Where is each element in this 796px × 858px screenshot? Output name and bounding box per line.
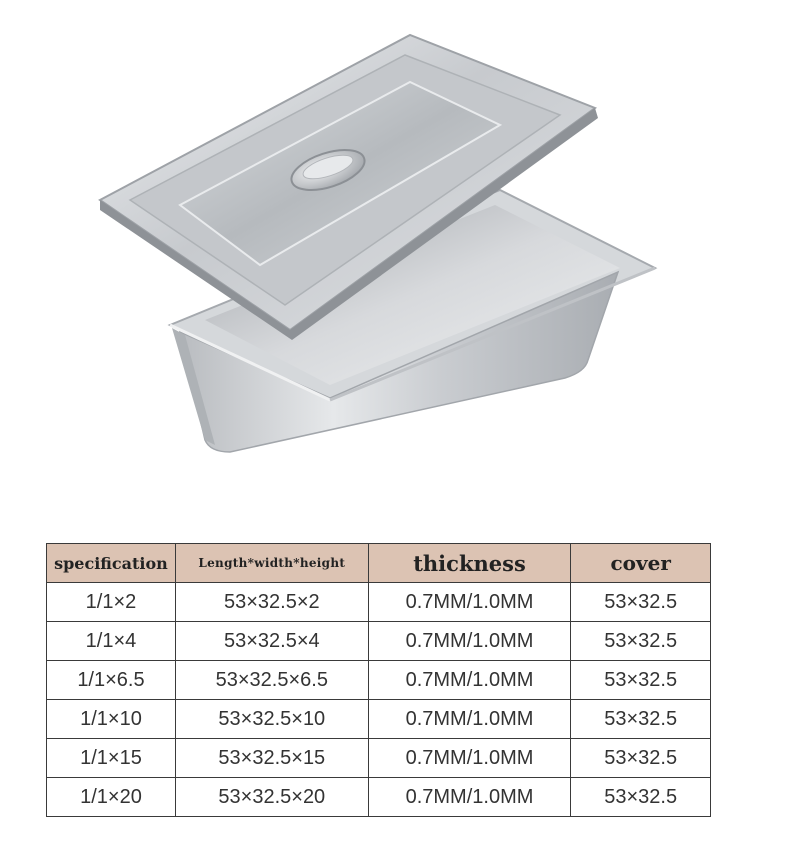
header-specification: specification bbox=[47, 544, 176, 583]
cell-dimensions: 53×32.5×10 bbox=[175, 700, 368, 739]
cell-cover: 53×32.5 bbox=[571, 778, 711, 817]
cell-specification: 1/1×6.5 bbox=[47, 661, 176, 700]
cell-specification: 1/1×15 bbox=[47, 739, 176, 778]
cell-thickness: 0.7MM/1.0MM bbox=[368, 778, 571, 817]
cell-cover: 53×32.5 bbox=[571, 739, 711, 778]
cell-specification: 1/1×4 bbox=[47, 622, 176, 661]
cell-cover: 53×32.5 bbox=[571, 700, 711, 739]
cell-specification: 1/1×20 bbox=[47, 778, 176, 817]
table-row bbox=[47, 661, 711, 700]
table-header-row bbox=[47, 544, 711, 583]
cell-specification: 1/1×2 bbox=[47, 583, 176, 622]
cell-dimensions: 53×32.5×6.5 bbox=[175, 661, 368, 700]
header-dimensions: Length*width*height bbox=[175, 544, 368, 583]
table-row bbox=[47, 700, 711, 739]
specification-table bbox=[46, 543, 711, 817]
cell-cover: 53×32.5 bbox=[571, 622, 711, 661]
header-cover: cover bbox=[571, 544, 711, 583]
table-row bbox=[47, 739, 711, 778]
table-row bbox=[47, 778, 711, 817]
cell-specification: 1/1×10 bbox=[47, 700, 176, 739]
table-row bbox=[47, 622, 711, 661]
table-row bbox=[47, 583, 711, 622]
cell-dimensions: 53×32.5×15 bbox=[175, 739, 368, 778]
cell-thickness: 0.7MM/1.0MM bbox=[368, 583, 571, 622]
cell-thickness: 0.7MM/1.0MM bbox=[368, 622, 571, 661]
cell-dimensions: 53×32.5×20 bbox=[175, 778, 368, 817]
cell-dimensions: 53×32.5×4 bbox=[175, 622, 368, 661]
cell-thickness: 0.7MM/1.0MM bbox=[368, 739, 571, 778]
cell-cover: 53×32.5 bbox=[571, 583, 711, 622]
cell-thickness: 0.7MM/1.0MM bbox=[368, 661, 571, 700]
cell-thickness: 0.7MM/1.0MM bbox=[368, 700, 571, 739]
cell-dimensions: 53×32.5×2 bbox=[175, 583, 368, 622]
header-thickness: thickness bbox=[368, 544, 571, 583]
cell-cover: 53×32.5 bbox=[571, 661, 711, 700]
